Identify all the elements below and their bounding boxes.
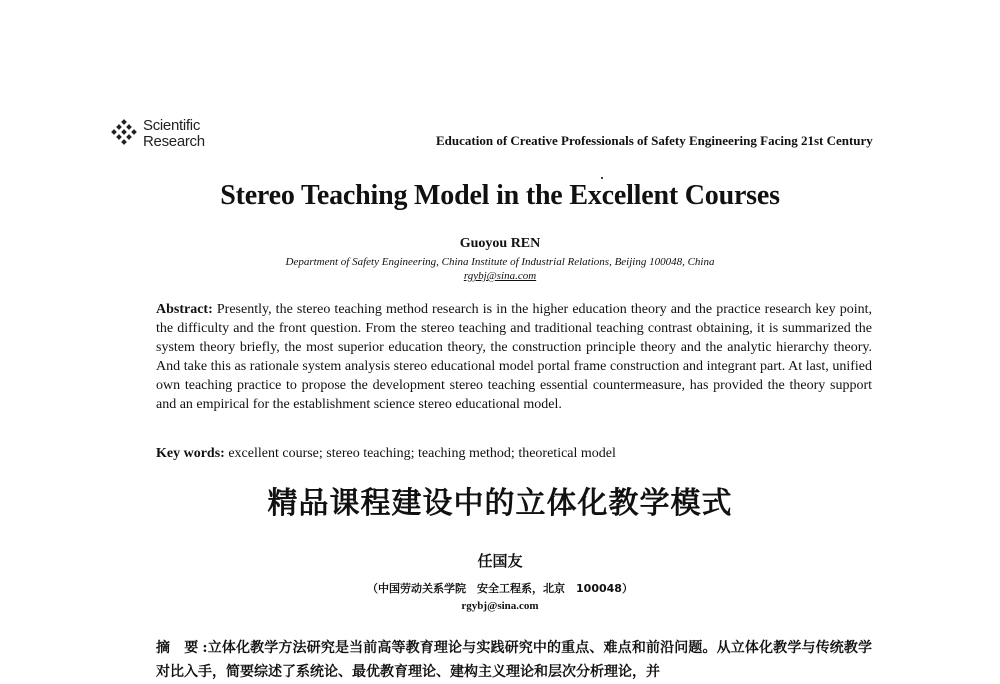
chinese-affiliation: （中国劳动关系学院 安全工程系，北京 100048） — [367, 582, 633, 595]
logo-line-1: Scientific — [143, 117, 201, 134]
abstract-paragraph — [156, 300, 872, 414]
paper-title: Stereo Teaching Model in the Excellent Courses — [220, 180, 780, 211]
scan-speck — [601, 177, 603, 179]
logo-text — [143, 118, 205, 150]
chinese-abstract-label: 摘 要 — [156, 640, 199, 656]
keywords-paragraph — [156, 444, 872, 463]
chinese-email: rgybj@sina.com — [461, 600, 539, 612]
chinese-abstract-paragraph — [156, 636, 872, 684]
chinese-author: 任国友 — [477, 552, 523, 570]
author-email-link[interactable]: rgybj@sina.com — [463, 270, 537, 282]
author-affiliation: Department of Safety Engineering, China Institute of Industrial Relations, Beijing 100048, China — [285, 256, 715, 268]
author-name: Guoyou REN — [459, 236, 541, 251]
keywords-label: Key words: — [156, 446, 225, 461]
abstract-label: Abstract: — [156, 302, 213, 317]
logo-line-2: Research — [143, 133, 205, 150]
running-header: Education of Creative Professionals of Safety Engineering Facing 21st Century — [436, 133, 873, 148]
chinese-title: 精品课程建设中的立体化教学模式 — [267, 486, 733, 521]
keywords-text: excellent course; stereo teaching; teaching method; theoretical model — [228, 446, 616, 461]
publisher-logo — [108, 118, 205, 150]
chinese-abstract-text: :立体化教学方法研究是当前高等教育理论与实践研究中的重点、难点和前沿问题。从立体化教学与传统教学对比入手，简要综述了系统论、最优教育理论、建构主义理论和层次分析理论，并 — [156, 640, 873, 680]
diamond-dots-logo-icon — [108, 118, 140, 150]
abstract-text: Presently, the stereo teaching method research is in the higher education theory and the practice research key point, the difficulty and the front question. From the stereo teaching and traditional teaching contrast obtaining, it is summarized the system theory briefly, the most superior education theory, the construction principle theory and the analytic hierarchy theory. And take this as rationale system analysis stereo educational model portal frame construction and integrant part. At last, unified own teaching practice to propose the development stereo teaching essential countermeasure, has provided the theory support and an empirical for the establishment science stereo educational model. — [156, 302, 872, 412]
